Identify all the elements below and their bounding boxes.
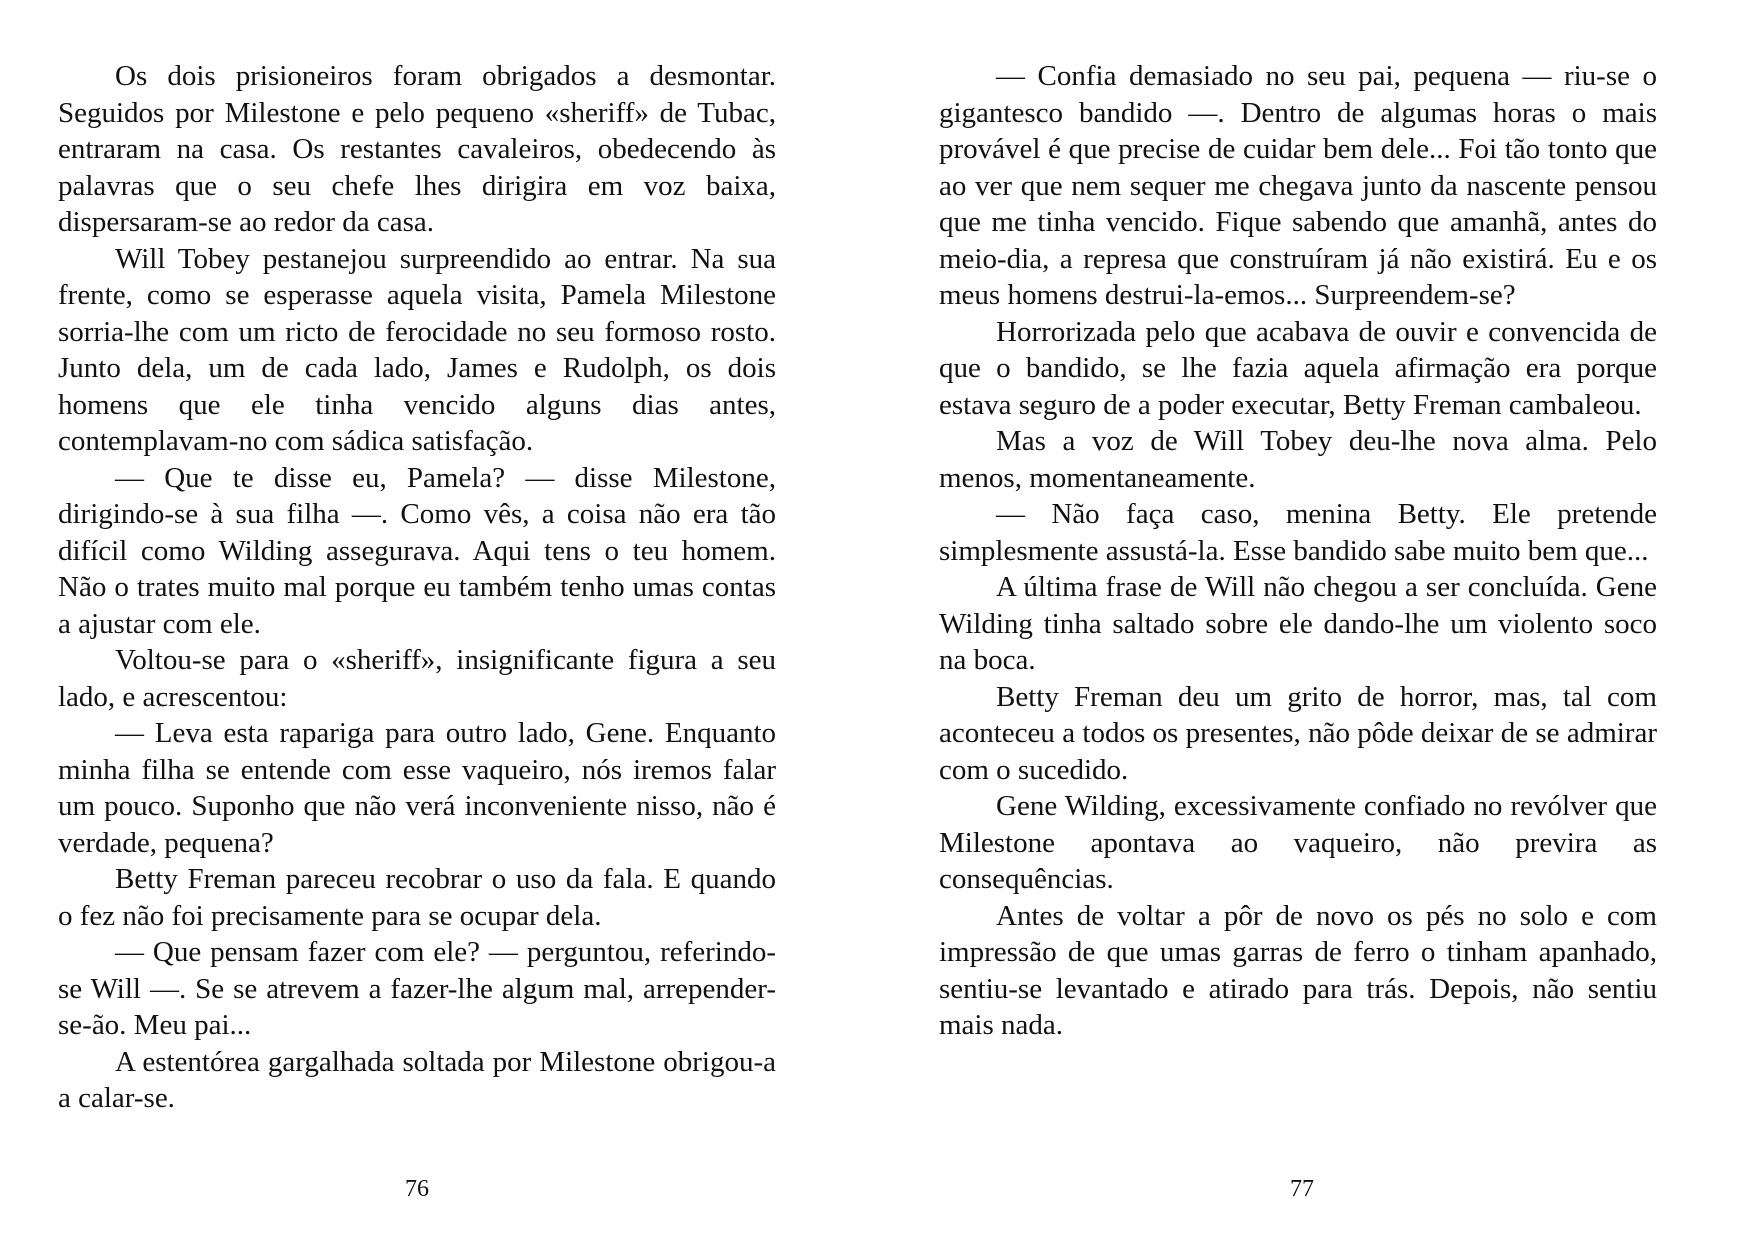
- paragraph: — Não faça caso, menina Betty. Ele pretende simplesmente assustá-la. Esse bandido sabe muito bem que...: [939, 498, 1657, 567]
- left-page: [0, 0, 877, 1241]
- right-page: [877, 0, 1755, 1241]
- left-page-text: [58, 58, 776, 1117]
- paragraph: — Que pensam fazer com ele? — perguntou, referindo-se Will —. Se se atrevem a fazer-lhe algum mal, arrepender-se-ão. Meu pai...: [58, 936, 776, 1041]
- paragraph: Betty Freman pareceu recobrar o uso da fala. E quando o fez não foi precisamente para se ocupar dela.: [58, 863, 776, 932]
- paragraph: — Que te disse eu, Pamela? — disse Milestone, dirigindo-se à sua filha —. Como vês, a coisa não era tão difícil como Wilding assegurava. Aqui tens o teu homem. Não o trates muito mal porque eu também tenho umas contas a ajustar com ele.: [58, 461, 776, 640]
- paragraph: Gene Wilding, excessivamente confiado no revólver que Milestone apontava ao vaqueiro, não previra as consequências.: [939, 790, 1657, 895]
- paragraph: — Confia demasiado no seu pai, pequena — riu-se o gigantesco bandido —. Dentro de algumas horas o mais provável é que precise de cuidar bem dele... Foi tão tonto que ao ver que nem sequer me chegava junto da nascente pensou que me tinha vencido. Fique sabendo que amanhã, antes do meio-dia, a represa que construíram já não existirá. Eu e os meus homens destrui-la-emos... Surpreendem-se?: [939, 60, 1657, 311]
- paragraph: — Leva esta rapariga para outro lado, Gene. Enquanto minha filha se entende com esse vaqueiro, nós iremos falar um pouco. Suponho que não verá inconveniente nisso, não é verdade, pequena?: [58, 717, 776, 859]
- paragraph: Horrorizada pelo que acabava de ouvir e convencida de que o bandido, se lhe fazia aquela afirmação era porque estava seguro de a poder executar, Betty Freman cambaleou.: [939, 315, 1657, 421]
- paragraph: Will Tobey pestanejou surpreendido ao entrar. Na sua frente, como se esperasse aquela visita, Pamela Milestone sorria-lhe com um ricto de ferocidade no seu formoso rosto. Junto dela, um de cada lado, James e Rudolph, os dois homens que ele tinha vencido alguns dias antes, contemplavam-no com sádica satisfação.: [58, 242, 776, 457]
- paragraph: Antes de voltar a pôr de novo os pés no solo e com impressão de que umas garras de ferro o tinham apanhado, sentiu-se levantado e atirado para trás. Depois, não sentiu mais nada.: [939, 899, 1657, 1041]
- page-number: 76: [405, 1176, 429, 1202]
- paragraph: Voltou-se para o «sheriff», insignificante figura a seu lado, e acrescentou:: [58, 644, 776, 713]
- paragraph: Betty Freman deu um grito de horror, mas, tal com aconteceu a todos os presentes, não pôde deixar de se admirar com o sucedido.: [939, 680, 1657, 786]
- paragraph: Mas a voz de Will Tobey deu-lhe nova alma. Pelo menos, momentaneamente.: [939, 425, 1657, 494]
- right-page-text: [939, 58, 1657, 1044]
- paragraph: A estentórea gargalhada soltada por Milestone obrigou-a a calar-se.: [58, 1045, 776, 1114]
- page-number: 77: [1290, 1176, 1314, 1202]
- paragraph: A última frase de Will não chegou a ser concluída. Gene Wilding tinha saltado sobre ele dando-lhe um violento soco na boca.: [939, 571, 1657, 676]
- paragraph: Os dois prisioneiros foram obrigados a desmontar. Seguidos por Milestone e pelo pequeno «sheriff» de Tubac, entraram na casa. Os restantes cavaleiros, obedecendo às palavras que o seu chefe lhes dirigira em voz baixa, dispersaram-se ao redor da casa.: [58, 60, 776, 238]
